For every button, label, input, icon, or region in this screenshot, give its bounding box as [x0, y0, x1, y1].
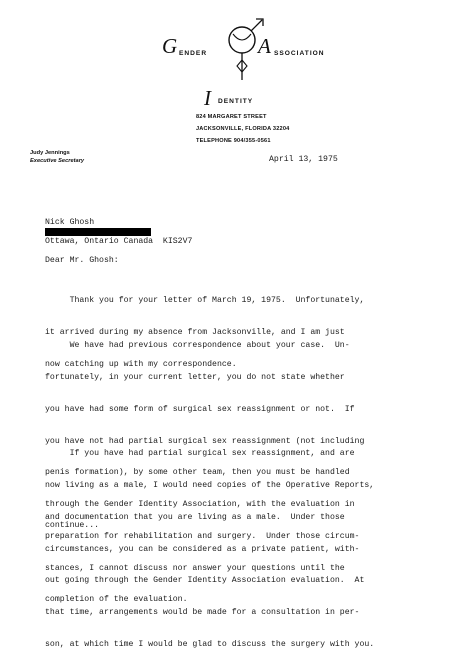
paragraph-line: stances, I cannot discuss nor answer your questions until the: [45, 563, 345, 573]
paragraph-line: We have had previous correspondence about your case. Un-: [45, 341, 350, 351]
redacted-address-bar: [45, 228, 151, 236]
logo-association-word: SSOCIATION: [274, 50, 325, 57]
continue-note: continue...: [45, 521, 100, 530]
paragraph-line: If you have had partial surgical sex reassignment, and are: [45, 449, 355, 459]
letterhead-logo: [160, 14, 360, 114]
paragraph-line: you have not had partial surgical sex reassignment (not including: [45, 436, 365, 446]
paragraph-line: it arrived during my absence from Jacksonville, and I am just: [45, 327, 345, 337]
address-street: 824 MARGARET STREET: [196, 114, 267, 120]
paragraph-line: son, at which time I would be glad to discuss the surgery with you.: [45, 639, 375, 649]
paragraph-line: preparation for rehabilitation and surgery. Under those circum-: [45, 531, 360, 541]
recipient-name: Nick Ghosh: [45, 218, 95, 227]
logo-gender-initial: G: [162, 34, 178, 58]
logo-identity-word: DENTITY: [218, 98, 254, 105]
logo-gender-word: ENDER: [179, 50, 208, 57]
paragraph-line: that time, arrangements would be made for a consultation in per-: [45, 608, 360, 618]
logo-identity-initial: I: [204, 86, 211, 110]
paragraph-line: completion of the evaluation.: [45, 595, 188, 605]
salutation: Dear Mr. Ghosh:: [45, 256, 119, 265]
paragraph-line: circumstances, you can be considered as a private patient, with-: [45, 544, 360, 554]
recipient-city-line: Ottawa, Ontario Canada KIS2V7: [45, 237, 193, 246]
body-paragraph-3: [45, 428, 374, 672]
paragraph-line: now living as a male, I would need copies of the Operative Reports,: [45, 480, 375, 490]
logo-association-initial: A: [258, 34, 271, 58]
paragraph-line: through the Gender Identity Association, with the evaluation in: [45, 500, 355, 510]
paragraph-line: penis formation), by some other team, then you must be handled: [45, 468, 350, 478]
address-city: JACKSONVILLE, FLORIDA 32204: [196, 126, 290, 132]
paragraph-line: you have had some form of surgical sex reassignment or not. If: [45, 404, 355, 414]
paragraph-line: Thank you for your letter of March 19, 1975. Unfortunately,: [45, 296, 365, 306]
letter-date: April 13, 1975: [269, 155, 338, 164]
paragraph-line: fortunately, in your current letter, you do not state whether: [45, 372, 345, 382]
paragraph-line: and documentation that you are living as a male. Under those: [45, 512, 345, 522]
paragraph-line: now catching up with my correspondence.: [45, 359, 237, 369]
paragraph-line: out going through the Gender Identity Association evaluation. At: [45, 576, 365, 586]
sender-title: Executive Secretary: [30, 158, 85, 164]
address-phone: TELEPHONE 904/355-0561: [196, 138, 271, 144]
sender-name: Judy Jennings: [30, 150, 70, 156]
